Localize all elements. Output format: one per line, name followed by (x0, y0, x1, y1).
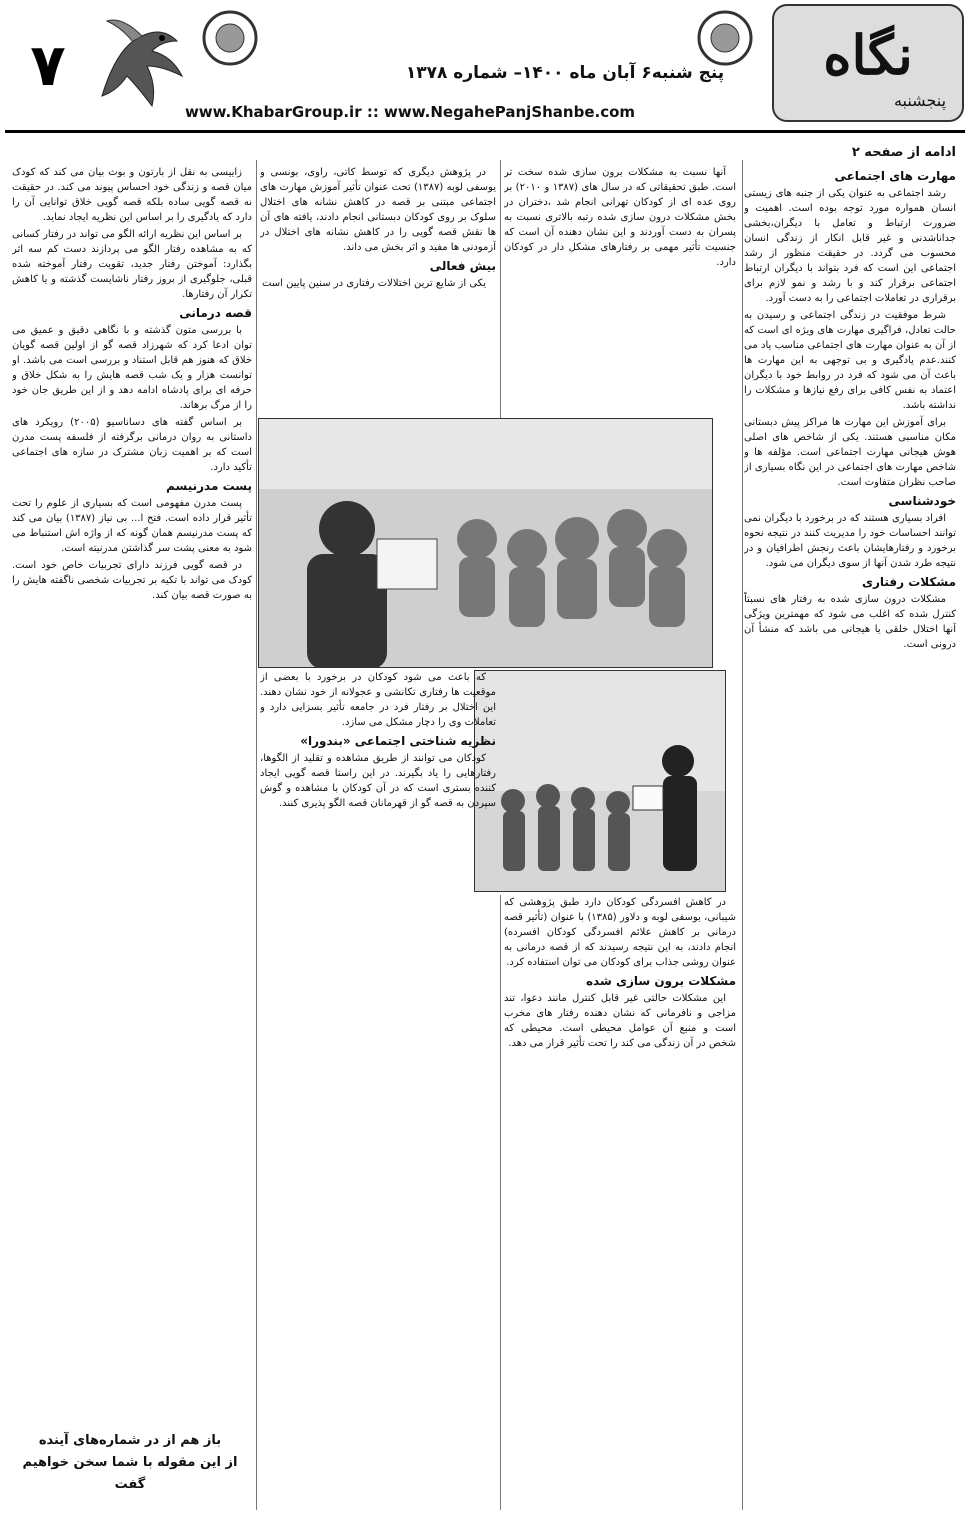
column-divider (500, 895, 501, 1510)
next-issue-line-1: باز هم از در شماره‌های آینده (38, 1433, 222, 1448)
paragraph: بر اساس این نظریه ارائه الگو می تواند در رفتار کسانی که به مشاهده رفتار الگو می پردازند دست کم سه اثر بگذارد: آموختن رفتار جدید، تقویت رفتار آموخته شده قبلی، جلوگیری از بروز رفتار ناشایست گذشته و یا کاهش تکرار آن رفتارها. (12, 229, 252, 300)
logo-subtitle: پنجشنبه (893, 91, 947, 110)
next-issue-line-2: از این مقوله با شما سخن خواهیم گفت (22, 1455, 238, 1492)
classroom-storytelling-image (258, 419, 712, 668)
column-divider (742, 160, 743, 1510)
section-title-externalized-problems: مشکلات برون سازی شده (585, 974, 736, 988)
section-title-bandura-theory: نظریه شناختی اجتماعی «بندورا» (300, 734, 496, 748)
column-divider (500, 160, 501, 418)
storytelling-photo (474, 670, 726, 892)
article-column-1 (744, 165, 956, 1505)
section-title-postmodernism: پست مدرنیسم (166, 479, 252, 493)
article-column-4 (12, 165, 252, 1425)
paragraph: این مشکلات حالتی غیر قابل کنترل مانند دعوا، تند مزاجی و نافرمانی که نشان دهنده رفتار های مخرب است و منبع آن عوامل محیطی است. محیطی که شخص در آن زندگی می کند را تحت تأثیر قرار می دهد. (504, 993, 736, 1049)
column-divider (256, 160, 257, 1510)
paragraph: که باعث می شود کودکان در برخورد با بعضی از موقعیت ها رفتاری تکانشی و عجولانه از خود نشان دهند. این اختلال بر رفتار فرد در جامعه تأثیر بسزایی دارد و تعاملات وی را دچار مشکل می سازد. (260, 672, 496, 728)
section-title-behavior-problems: مشکلات رفتاری (861, 575, 956, 589)
logo-frame-icon (770, 2, 966, 124)
paragraph: آنها نسبت به مشکلات برون سازی شده سخت تر است. طبق تحقیقاتی که در سال های (۱۳۸۷ و ۲۰۱۰) بر روی عده ای از کودکان تهرانی انجام شد ،دختران در بخش مشکلات درون سازی شده رتبه بالاتری نسبت به پسران به دست آوردند و این نشان دهنده آن است که جنسیت تأثیر مهمی بر رفتارهای مشکل دار در کودکان دارد. (504, 167, 736, 268)
issue-date-line: پنج شنبه۶ آبان ماه ۱۴۰۰– شماره ۱۳۷۸ (405, 63, 725, 83)
paragraph: شرط موفقیت در زندگی اجتماعی و رسیدن به حالت تعادل، فراگیری مهارت های ویژه ای است که از آن به عنوان مهارت های اجتماعی مناسب یاد می کنند.عدم یادگیری و بی توجهی به این مهارت ها باعث آن می شود که فرد در روابط خود با دیگران اعتماد به نفس کافی برای رفع نیازها و مشکلات را نداشته باشد. (744, 310, 956, 411)
paragraph: برای آموزش این مهارت ها مراکز پیش دبستانی مکان مناسبی هستند. یکی از شاخص های اصلی هوش هیجانی مهارت اجتماعی است. مؤلفه ها و شاخص مهارت های اجتماعی در این نگاه بسیاری از صاحب نظران متفاوت است. (744, 417, 956, 488)
paragraph: با بررسی متون گذشته و با نگاهی دقیق و عمیق می توان ادعا کرد که شهرزاد قصه گو از اولین قصه گویان خلاق که هنوز هم قابل استناد و بررسی است می باشد. او توانست هزار و یک شب قصه هایش را به شکل خلاق و حرفه ای برای پادشاه ادامه دهد و از این طریق جان خود را از مرگ برهاند. (12, 325, 252, 411)
paragraph: مشکلات درون سازی شده به رفتار های نسبتاً کنترل شده که اغلب می شود که مهمترین ویژگی آنها اختلال خلقی یا هیجانی می باشد که منشأ آن درونی است. (744, 594, 956, 650)
paragraph: در قصه گویی فرزند دارای تجربیات خاص خود است. کودک می تواند با تکیه بر تجربیات شخصی ناگفته هایش را به صورت قصه بیان کند. (12, 560, 252, 601)
paragraph: بر اساس گفته های دساناسیو (۲۰۰۵) رویکرد های داستانی به روان درمانی برگرفته از فلسفه پست مدرن است که بر اهمیت زبان مشترک در سازه های اجتماعی تأکید دارد. (12, 417, 252, 473)
paragraph: افراد بسیاری هستند که در برخورد با دیگران نمی توانند احساسات خود را مدیریت کنند در نتیجه نحوه برخورد و رفتارهایشان باعث رنجش اطرافیان و در نتیجه طرد شدن آنها از سوی دیگران می شود. (744, 513, 956, 569)
children-reading-image (474, 671, 725, 892)
article-column-3-bottom (260, 670, 496, 1510)
paragraph: زاییسی به نقل از بارتون و بوث بیان می کند که کودک میان قصه و زندگی خود احساس پیوند می کند. در حقیقت نه قصه گویی ساده بلکه قصه گویی خلاق توانایی آن را دارد که یادگیری را بر اساس این نظریه ایجاد نماید. (12, 167, 252, 223)
paragraph: کودکان می توانند از طریق مشاهده و تقلید از الگوها، رفتارهایی را یاد بگیرند. در این راستا قصه گویی ایجاد کننده بستری است که در آن کودکان با مشاهده و گوش سپردن به قصه گو از قهرمانان قصه الگو پذیری کنند. (260, 753, 496, 809)
ornament-icon (195, 8, 265, 68)
article-column-2-bottom (504, 895, 736, 1510)
website-line[interactable]: www.KhabarGroup.ir :: www.NegahePanjShanbe.com (184, 103, 636, 121)
header-divider (5, 130, 965, 133)
logo-title: نگاه (823, 23, 913, 87)
section-title-social-skills: مهارت های اجتماعی (834, 169, 956, 183)
article-column-2-top (504, 165, 736, 417)
next-issue-note (14, 1430, 246, 1496)
newspaper-logo (770, 2, 966, 124)
paragraph: یکی از شایع ترین اختلالات رفتاری در سنین پایین است (261, 278, 486, 289)
section-title-story-therapy: قصه درمانی (179, 306, 252, 320)
paragraph: رشد اجتماعی به عنوان یکی از جنبه های زیستی انسان همواره مورد توجه بوده است. اهمیت و ضرورت ارتباط و تعامل با دیگران،بخشی جداناشدنی و غیر قابل انکار از زندگی انسان محسوب می گردد. در حقیقت منظور از رشد اجتماعی این است که فرد بتواند با دیگران ارتباط اجتماعی برقرار کند و با رشد و نمو لازم برای برقراری در تعاملات اجتماعی را به دست آورد. (744, 188, 956, 304)
paragraph: در کاهش افسردگی کودکان دارد طبق پژوهشی که شیبانی، یوسفی لوبه و دلاور (۱۳۸۵) با عنوان (تأثیر قصه درمانی بر کاهش علائم افسردگی کودکان افسرده) انجام دادند، به این نتیجه رسیدند که از قصه درمانی به عنوان روشی جذاب برای کودکان می توان استفاده کرد. (504, 897, 736, 968)
article-column-3-top (260, 165, 496, 417)
paragraph: پست مدرن مفهومی است که بسیاری از علوم را تحت تأثیر قرار داده است. فتح ا... بی نیاز (۱۳۸۷) بیان می کند که پست مدرنیسم همان گونه که از واژه اش استنباط می شود به معنی پشت سر گذاشتن مدرنیته است. (12, 498, 252, 554)
classroom-photo (258, 418, 713, 668)
continued-from-label: ادامه از صفحه ۲ (851, 145, 956, 160)
paragraph: در پژوهش دیگری که توسط کاتی، راوی، بونسی و یوسفی لوبه (۱۳۸۷) تحت عنوان تأثیر آموزش مهارت های اجتماعی مبتنی بر قصه در کاهش نشانه های اختلال سلوک بر روی کودکان دبستانی انجام دادند، یافته های آن ها نقش قصه گویی را در کاهش نشانه های اختلال در آزمودنی ها مفید و اثر بخش می داند. (260, 167, 496, 253)
section-title-hyperactivity: بیش فعالی (429, 259, 496, 273)
masthead (0, 0, 970, 140)
page-number: ۷ (30, 31, 66, 99)
section-title-assertiveness: خودشناسی (888, 494, 956, 508)
